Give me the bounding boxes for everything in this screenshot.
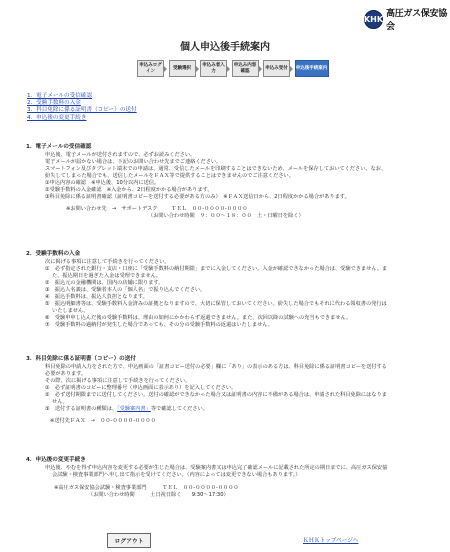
sec3-line-link xyxy=(26,406,432,413)
support-hours: （お問い合わせ時間 ９：００～１８：００ 土・日曜日を除く） xyxy=(148,213,304,219)
section-payment-title: 2．受験手数料の入金 xyxy=(26,251,81,257)
sec3-line-prefix: ③ 送付する証明書の種類は、 xyxy=(45,406,118,412)
fax-number: ※送付先ＦＡＸ → ００-００００-００００ xyxy=(50,418,156,424)
sec1-line: 申込後、電子メールが送付されますので、必ずお読みください。 xyxy=(45,152,196,158)
support-tel: ＴＥＬ ００-００００-００００ xyxy=(171,206,248,212)
sec1-line: 紛失してしまった場合でも、送信したメールをＦＡＸ等で提供することはできませんのでご注意ください。 xyxy=(45,173,294,179)
sec2-line: ③ 振込人名義は、受験者本人の「個人名」で振り込んでください。 xyxy=(45,287,206,293)
sec2-line: た、振込期日を過ぎた入金は受理できません。 xyxy=(52,273,162,279)
section-email-title: 1．電子メールの受信確認 xyxy=(26,144,92,150)
org-name: 高圧ガス保安協会 xyxy=(386,9,447,32)
exam-guide-link[interactable]: 「受験案内書」 xyxy=(117,406,151,412)
sec3-line: ② 必ず送付期限までに送付してください。送付の確認ができなかった場合又は証明書の内容に不備がある場合は、申請された科目免除にはなりま xyxy=(45,392,387,398)
sec2-line: ① 必ず指定された銀行・支店・口座に「受験手数料の納付期限」までに入金してください。入金が確認できなかった場合は、受験できません。ま xyxy=(45,266,388,272)
sec1-line: 電子メールが届かない場合は、下記のお問い合わせ先までご連絡ください。 xyxy=(45,159,222,165)
dept-hours: （お問い合わせ時間 土日祝日除く 9:30～17:30） xyxy=(88,492,229,498)
dept-tel: ＴＥＬ ００-００００-００００ xyxy=(162,485,239,491)
sec2-line: 次に掲げる事項に注意して手続きを行ってください。 xyxy=(45,259,170,265)
khk-top-link[interactable]: ＫＨＫトップページへ xyxy=(303,538,359,544)
toc-link-payment[interactable]: 2．受験手数料の入金 xyxy=(27,100,81,107)
section-email xyxy=(26,144,432,220)
sec3-line: ① 必ず証明書のコピーに整理番号（申込画面に表示あり）を記入してください。 xyxy=(45,385,237,391)
sec1-line: ③科目免除に係る証明書確認（証明書コピーを送付する必要がある方のみ） ※ＦＡＸ送信日から、2日程度かかる場合があります。 xyxy=(45,194,350,200)
step-confirm: 申込み内容確認 xyxy=(232,60,259,77)
sec1-line: ②受験手数料の入金確認 ※入金から、2日程度かかる場合があります。 xyxy=(45,187,213,193)
section-certificate xyxy=(26,356,432,425)
sec4-line: 会試験・検査事業部門へ申し出て指示を受けてください。（内容によっては変更できない場合もあります。） xyxy=(52,472,301,478)
section-changes xyxy=(26,457,432,499)
page-title: 個人申込後手続案内 xyxy=(180,42,270,53)
sec3-line: せん。 xyxy=(52,399,68,405)
sec2-line: ⑤ 振込明細書等は、受験手数料入金済みの証拠となりますので、大切に保管しておいてください。紛失した場合でもそれに代わる領収書の発行は xyxy=(45,301,387,307)
step-accepted: 申込み受付 xyxy=(263,60,290,77)
step-post-guide: 申込後手続案内 xyxy=(295,60,329,77)
section-changes-title: 4．申込後の変更手続き xyxy=(26,457,86,463)
progress-steps xyxy=(137,60,333,77)
section-certificate-title: 3．科目免除に係る証明書（コピー）の送付 xyxy=(26,356,136,362)
toc-link-certificate[interactable]: 3．科目免除に係る証明書（コピー）の送付 xyxy=(27,107,137,114)
sec1-line: ①申込内容の確認 ※申込後、10分以内に送信。 xyxy=(45,180,160,186)
sec2-line: ⑦ 受験手数料の過納付が発生した場合であっても、その分の受験手数料の返還はいたしません。 xyxy=(45,322,273,328)
sec3-line: 科目免除の申請入力をされた方で、申込画面の「証書コピー送付の必要」欄に「あり」の表示のある方は、科目免除に係る証明書コピーを送付する xyxy=(45,364,387,370)
sec3-line: その際、次に掲げる事項に注意して手続きを行ってください。 xyxy=(45,378,191,384)
sec3-line: 必要があります。 xyxy=(45,371,87,377)
sec2-line: ⑥ 受験申申し込んだ後の受験手数料は、理由の如何にかかわらず返還できません。また、次回以降の試験への充当もできません。 xyxy=(45,315,352,321)
table-of-contents xyxy=(27,93,137,122)
sec2-line: ② 振込元の金融機関は、国内の店舗に限ります。 xyxy=(45,280,164,286)
toc-link-changes[interactable]: 4．申込後の変更手続き xyxy=(27,114,87,121)
support-label: ※お問い合わせ先 → サポートデスク xyxy=(66,206,158,212)
step-exam-select: 受験選択 xyxy=(169,60,196,77)
toc-link-email[interactable]: 1．電子メールの受信確認 xyxy=(27,93,92,99)
sec2-line: いたしません。 xyxy=(52,308,89,314)
section-payment xyxy=(26,251,432,329)
step-applicant-input: 申込み者入力 xyxy=(200,60,227,77)
sec2-line: ④ 振込手数料は、振込人負担となります。 xyxy=(45,294,148,300)
khk-logo-icon: KHK xyxy=(364,10,383,29)
khk-logo xyxy=(364,6,450,32)
dept-contact xyxy=(26,485,432,492)
support-contact xyxy=(26,206,432,213)
sec4-line: 申込後、やむを得ず申込内容を変更する必要が生じた場合は、受験案内書又は申込完了確認メールに記載された所定の期日までに、高圧ガス保安協 xyxy=(45,465,388,471)
logout-button[interactable]: ログアウト xyxy=(107,533,151,548)
sec3-line-suffix: 等で確認してください。 xyxy=(150,406,208,412)
sec1-line: スマートフォン及びタブレット端末での申請は、通常、受信したメールを印刷することはできないため、メールを保存しておいてください。なお、 xyxy=(45,166,387,172)
dept-name: ※高圧ガス保安協会試験・検査事業部門 xyxy=(54,485,147,491)
step-login: 申込みログイン xyxy=(137,60,164,77)
